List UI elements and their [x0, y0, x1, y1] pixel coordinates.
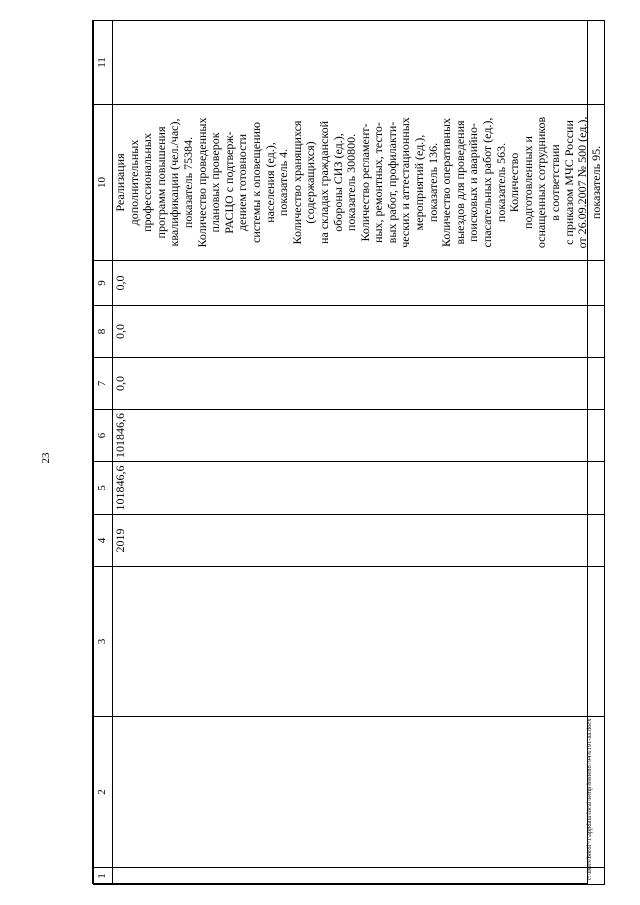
description-line: системы к оповещению — [248, 122, 263, 243]
description-line: на складах гражданской — [316, 121, 331, 245]
cell-col3 — [113, 567, 605, 717]
cell-col2 — [113, 717, 605, 868]
col-header: 3 — [94, 567, 113, 717]
col-header: 5 — [94, 462, 113, 515]
description-line: показатель 563. — [493, 142, 508, 223]
cell-description — [113, 105, 605, 261]
description-line: с приказом МЧС России — [561, 120, 576, 245]
cell-year: 2019 — [113, 515, 605, 567]
description-line: поисковых и аварийно- — [466, 123, 481, 242]
description-line: программ повышения — [153, 126, 168, 239]
description-line: показатель 136. — [425, 142, 440, 223]
description-line: показатель 300800. — [344, 133, 359, 232]
description-line: Количество проведенных — [194, 117, 209, 248]
description-line: дением готовности — [235, 133, 250, 232]
page-number: 23 — [40, 452, 52, 464]
description-line: выездов для проведения — [452, 120, 467, 245]
description-line: РАСЦО с подтверж- — [221, 131, 236, 234]
description-line: спасательных работ (ед.), — [480, 117, 495, 248]
cell-col8: 0,0 — [113, 306, 605, 358]
description-line: Реализация — [113, 153, 127, 212]
description-line: от 26.09.2007 № 500 (ед.), — [575, 116, 590, 249]
cell-col6: 101846,6 — [113, 410, 605, 462]
col-header: 7 — [94, 358, 113, 410]
description-line: обороны СИЗ (ед.), — [330, 133, 345, 232]
cell-col5: 101846,6 — [113, 462, 605, 515]
description-line: подготовленных и — [520, 136, 535, 229]
program-table — [93, 20, 605, 885]
description-line: Количество оперативных — [439, 117, 454, 248]
cell-col1 — [113, 868, 605, 885]
col-header: 9 — [94, 261, 113, 306]
file-path-footer: c:\users\borol~1\appdata\local\temp\bssten8794\6191-aa.docx — [586, 718, 593, 880]
description-line: показатель 4. — [276, 148, 291, 217]
description-line: квалификации (чел./час), — [167, 118, 182, 247]
description-line: показатель 95. — [588, 145, 603, 220]
description-line: Количество хранящихся — [289, 120, 304, 245]
description-line: населения (ед.), — [262, 142, 277, 223]
description-line: плановых проверок — [208, 132, 223, 233]
description-line: Количество — [507, 152, 522, 213]
description-line: ных, ремонтных, тесто- — [371, 122, 386, 243]
cell-col9: 0,0 — [113, 261, 605, 306]
description-line: вых работ, профилакти- — [384, 121, 399, 244]
col-header: 2 — [94, 717, 113, 868]
description-line: ческих и аттестационных — [398, 117, 413, 248]
description-line: мероприятий (ед.), — [412, 134, 427, 231]
description-line: оснащенных сотрудников — [534, 116, 549, 249]
col-header: 1 — [94, 868, 113, 885]
description-line: показатель 75384. — [180, 136, 195, 229]
table-row — [113, 21, 605, 885]
description-line: профессиональных — [140, 133, 155, 232]
description-line: дополнительных — [126, 139, 141, 226]
col-header: 8 — [94, 306, 113, 358]
col-header: 10 — [94, 105, 113, 261]
cell-col7: 0,0 — [113, 358, 605, 410]
description-line: (содержащихся) — [303, 141, 318, 224]
description-line: Количество регламент- — [357, 123, 372, 242]
description-line: в соответствии — [548, 144, 562, 221]
col-header: 6 — [94, 410, 113, 462]
col-header: 11 — [94, 21, 113, 105]
cell-col11 — [113, 21, 605, 105]
col-header: 4 — [94, 515, 113, 567]
header-row — [94, 21, 113, 885]
